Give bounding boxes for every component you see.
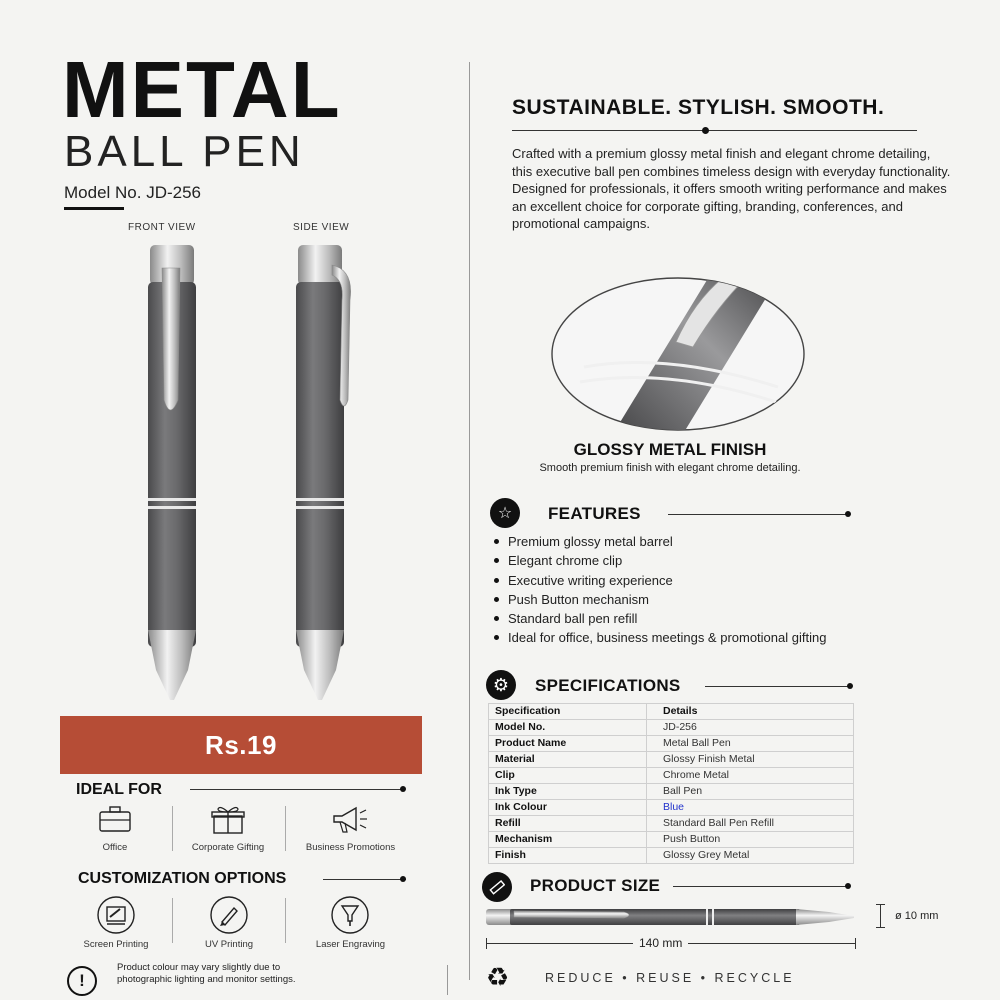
custom-uv-printing	[173, 895, 285, 955]
product-size-title: PRODUCT SIZE	[530, 876, 661, 895]
spec-key: Mechanism	[489, 832, 647, 848]
glossy-finish-title: GLOSSY METAL FINISH	[573, 440, 767, 459]
table-header-row	[489, 704, 854, 720]
spec-key: Material	[489, 752, 647, 768]
table-row	[489, 832, 854, 848]
uv-pen-icon	[209, 895, 249, 935]
custom-laser-label: Laser Engraving	[315, 939, 386, 950]
tagline-underline	[512, 130, 917, 131]
spec-value: Metal Ball Pen	[647, 736, 854, 752]
ideal-for-title: IDEAL FOR	[76, 781, 162, 798]
front-view-label: FRONT VIEW	[128, 222, 196, 233]
ideal-business-label: Business Promotions	[305, 842, 396, 853]
spec-key: Ink Type	[489, 784, 647, 800]
megaphone-icon	[330, 805, 370, 835]
tagline: SUSTAINABLE. STYLISH. SMOOTH.	[512, 96, 885, 119]
footer-divider	[447, 965, 448, 995]
spec-key: Clip	[489, 768, 647, 784]
gear-icon: ⚙	[486, 670, 516, 700]
table-row	[489, 752, 854, 768]
ideal-for-line	[190, 789, 405, 790]
model-underline	[64, 207, 124, 210]
feature-item: Push Button mechanism	[492, 590, 832, 609]
reduce-reuse-recycle: REDUCE • REUSE • RECYCLE	[545, 971, 795, 985]
star-icon: ☆	[490, 498, 520, 528]
spec-value: JD-256	[647, 720, 854, 736]
features-list	[492, 532, 832, 648]
spec-key: Product Name	[489, 736, 647, 752]
features-line	[668, 514, 848, 515]
feature-item: Premium glossy metal barrel	[492, 532, 832, 551]
customization-dot	[400, 876, 406, 882]
ideal-corporate	[173, 803, 283, 858]
spec-key: Finish	[489, 848, 647, 864]
colour-disclaimer: Product colour may vary slightly due to photographic lighting and monitor settings.	[117, 962, 296, 985]
spec-value: Glossy Grey Metal	[647, 848, 854, 864]
diameter-bracket-top	[876, 904, 885, 905]
glossy-finish-subtitle: Smooth premium finish with elegant chrome detailing.	[539, 462, 801, 474]
ideal-business	[288, 803, 413, 858]
pen-front-view	[140, 240, 210, 705]
specifications-table	[488, 703, 854, 864]
ideal-for-dot	[400, 786, 406, 792]
pen-side-view	[292, 240, 362, 705]
glossy-closeup-image	[548, 272, 808, 432]
recycle-icon: ♻	[486, 962, 510, 992]
table-row	[489, 768, 854, 784]
pen-horizontal-view	[484, 905, 859, 929]
custom-divider-2	[285, 898, 286, 943]
screen-print-icon	[96, 895, 136, 935]
ideal-office	[60, 803, 170, 858]
briefcase-icon	[98, 805, 132, 833]
laser-icon	[330, 895, 370, 935]
exclamation-icon: !	[67, 966, 97, 996]
spec-value: Push Button	[647, 832, 854, 848]
length-tick-right	[855, 938, 856, 949]
spec-key: Model No.	[489, 720, 647, 736]
product-title-line2: BALL PEN	[64, 127, 305, 176]
gift-icon	[210, 805, 246, 835]
product-size-dot	[845, 883, 851, 889]
table-row	[489, 848, 854, 864]
features-dot	[845, 511, 851, 517]
ideal-corporate-label: Corporate Gifting	[191, 842, 265, 853]
spec-value-ink-colour: Blue	[647, 800, 854, 816]
tagline-dot	[702, 127, 709, 134]
customization-title: CUSTOMIZATION OPTIONS	[78, 870, 287, 887]
ideal-office-label: Office	[102, 842, 128, 853]
customization-line	[323, 879, 406, 880]
custom-laser-engraving	[288, 895, 413, 955]
diameter-bracket	[880, 904, 881, 928]
spec-value: Ball Pen	[647, 784, 854, 800]
specifications-title: SPECIFICATIONS	[535, 676, 681, 695]
diameter-bracket-bottom	[876, 927, 885, 928]
spec-key: Refill	[489, 816, 647, 832]
price-banner: Rs.19	[60, 716, 422, 774]
ruler-icon	[482, 872, 512, 902]
table-header-cell: Details	[647, 704, 854, 720]
length-label: 140 mm	[633, 936, 688, 950]
column-divider	[469, 62, 470, 980]
spec-value: Chrome Metal	[647, 768, 854, 784]
specifications-line	[705, 686, 850, 687]
table-row	[489, 816, 854, 832]
custom-screen-label: Screen Printing	[83, 939, 149, 950]
spec-value: Glossy Finish Metal	[647, 752, 854, 768]
model-number: Model No. JD-256	[64, 183, 202, 202]
spec-key: Ink Colour	[489, 800, 647, 816]
feature-item: Ideal for office, business meetings & promotional gifting	[492, 628, 832, 647]
table-row	[489, 720, 854, 736]
product-description: Crafted with a premium glossy metal finish and elegant chrome detailing, this executive ball pen combines timeless design with everyday functionality. Designed for professionals, it offers smooth writing performance and makes an excellent choice for corporate gifting, branding, conferences, and promotional campaigns.	[512, 146, 951, 231]
product-size-line	[673, 886, 848, 887]
ideal-divider-2	[285, 806, 286, 851]
diameter-label: ø 10 mm	[895, 910, 939, 922]
table-header-cell: Specification	[489, 704, 647, 720]
table-row	[489, 800, 854, 816]
features-title: FEATURES	[548, 504, 641, 523]
feature-item: Standard ball pen refill	[492, 609, 832, 628]
side-view-label: SIDE VIEW	[293, 222, 350, 233]
product-title-line1: METAL	[62, 45, 342, 134]
length-tick-left	[486, 938, 487, 949]
custom-screen-printing	[60, 895, 172, 955]
spec-value: Standard Ball Pen Refill	[647, 816, 854, 832]
table-row	[489, 736, 854, 752]
custom-uv-label: UV Printing	[204, 939, 254, 950]
feature-item: Executive writing experience	[492, 571, 832, 590]
specifications-dot	[847, 683, 853, 689]
table-row	[489, 784, 854, 800]
feature-item: Elegant chrome clip	[492, 551, 832, 570]
